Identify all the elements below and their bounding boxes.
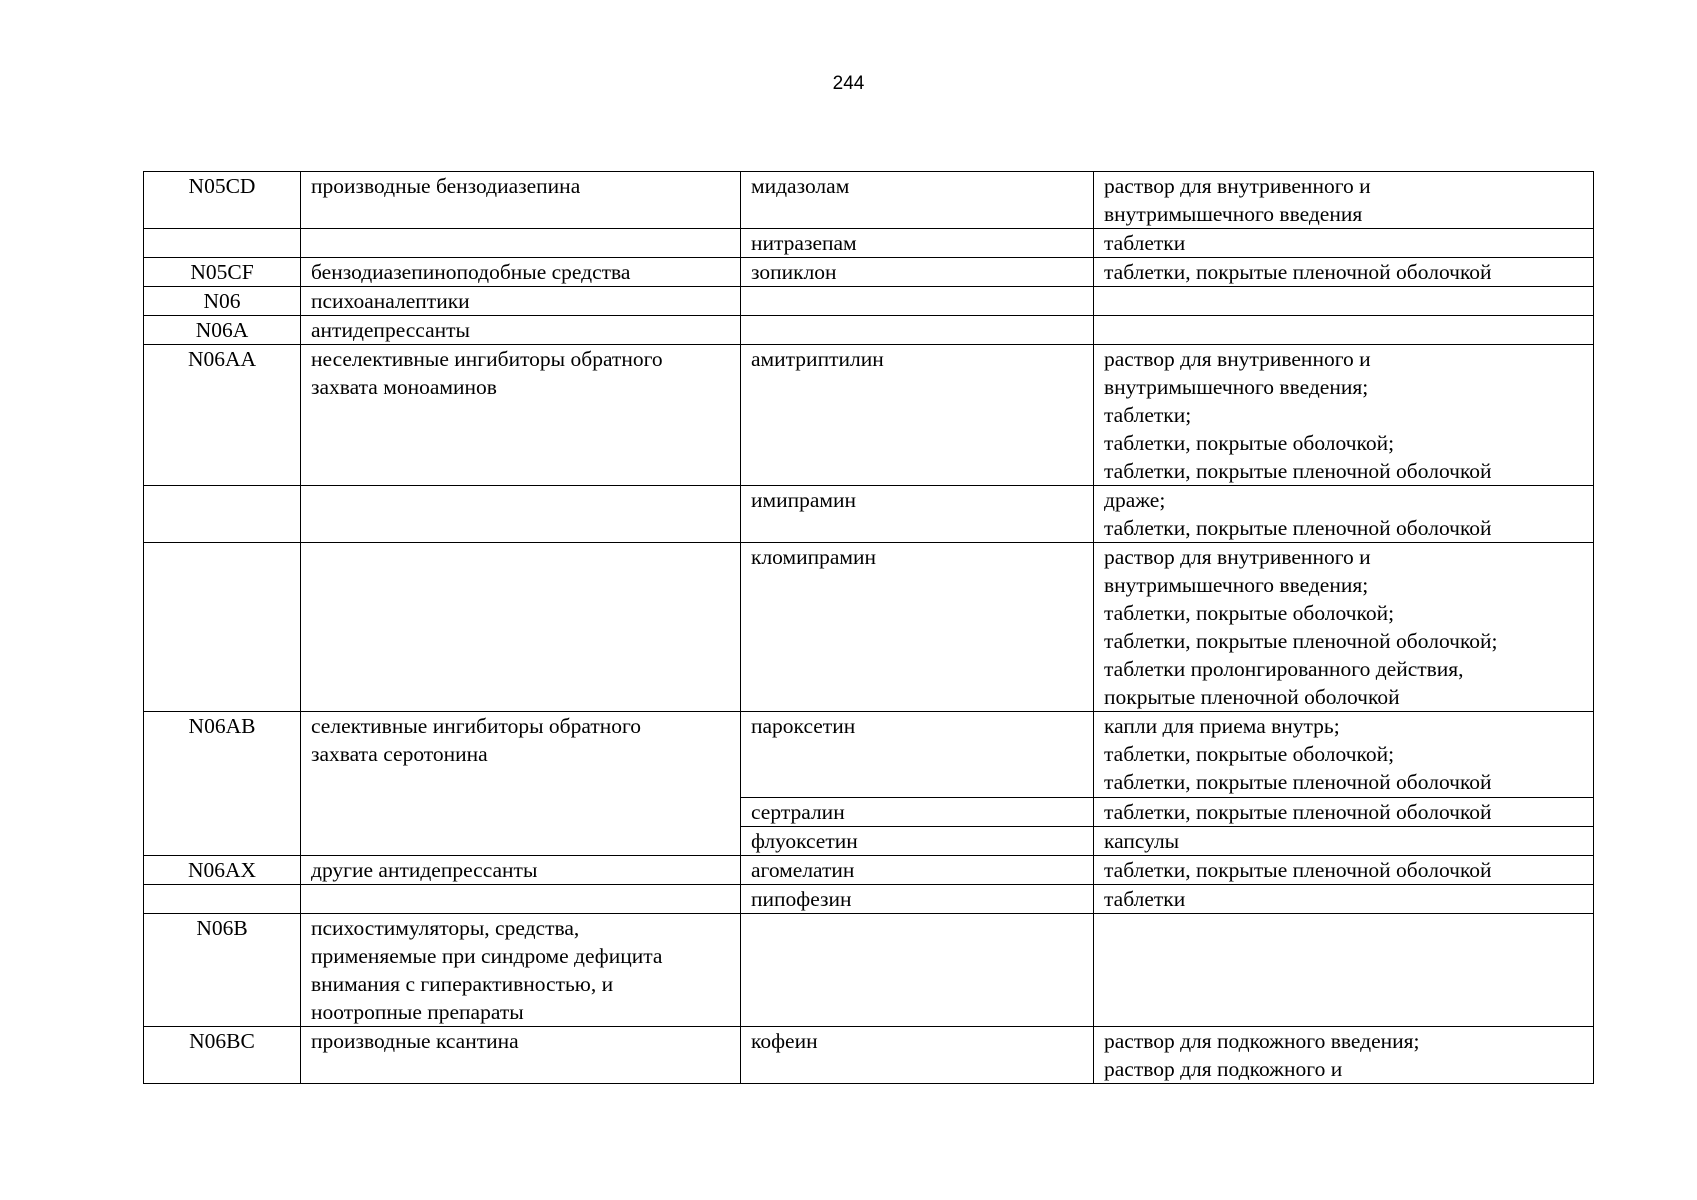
table-row: [144, 914, 1594, 1027]
dosage-form-cell: раствор для подкожного введения; раствор для подкожного и: [1094, 1027, 1594, 1084]
group-cell: [301, 486, 741, 543]
drug-cell: [741, 914, 1094, 1027]
dosage-form-cell: раствор для внутривенного и внутримышечного введения; таблетки, покрытые оболочкой; таблетки, покрытые пленочной оболочкой; таблетки пролонгированного действия, покрытые пленочной оболочкой: [1094, 543, 1594, 712]
group-cell: [301, 229, 741, 258]
table-row: [144, 316, 1594, 345]
drug-cell: нитразепам: [741, 229, 1094, 258]
atc-code-cell: N06B: [144, 914, 301, 1027]
drug-cell: мидазолам: [741, 172, 1094, 229]
drug-cell: имипрамин: [741, 486, 1094, 543]
dosage-form-cell: капли для приема внутрь; таблетки, покрытые оболочкой; таблетки, покрытые пленочной оболочкой: [1094, 712, 1594, 798]
atc-code-cell: [144, 486, 301, 543]
drug-cell: сертралин: [741, 798, 1094, 827]
drug-cell: амитриптилин: [741, 345, 1094, 486]
drug-cell: [741, 287, 1094, 316]
dosage-form-cell: [1094, 914, 1594, 1027]
drug-cell: флуоксетин: [741, 827, 1094, 856]
drug-cell: [741, 316, 1094, 345]
atc-code-cell: N05CD: [144, 172, 301, 229]
table-row: [144, 172, 1594, 229]
drug-table: [143, 171, 1594, 1084]
dosage-form-cell: капсулы: [1094, 827, 1594, 856]
group-cell: антидепрессанты: [301, 316, 741, 345]
group-cell: производные бензодиазепина: [301, 172, 741, 229]
atc-code-cell: N06BC: [144, 1027, 301, 1084]
atc-code-cell: N06AX: [144, 856, 301, 885]
table-row: [144, 1027, 1594, 1084]
dosage-form-cell: таблетки: [1094, 229, 1594, 258]
group-cell: селективные ингибиторы обратного захвата серотонина: [301, 712, 741, 856]
table-row: [144, 345, 1594, 486]
group-cell: другие антидепрессанты: [301, 856, 741, 885]
dosage-form-cell: таблетки, покрытые пленочной оболочкой: [1094, 798, 1594, 827]
atc-code-cell: N05CF: [144, 258, 301, 287]
atc-code-cell: [144, 229, 301, 258]
atc-code-cell: N06A: [144, 316, 301, 345]
group-cell: производные ксантина: [301, 1027, 741, 1084]
drug-cell: агомелатин: [741, 856, 1094, 885]
dosage-form-cell: раствор для внутривенного и внутримышечного введения: [1094, 172, 1594, 229]
group-cell: неселективные ингибиторы обратного захвата моноаминов: [301, 345, 741, 486]
drug-cell: пипофезин: [741, 885, 1094, 914]
table-row: [144, 856, 1594, 885]
dosage-form-cell: драже; таблетки, покрытые пленочной оболочкой: [1094, 486, 1594, 543]
dosage-form-cell: раствор для внутривенного и внутримышечного введения; таблетки; таблетки, покрытые оболочкой; таблетки, покрытые пленочной оболочкой: [1094, 345, 1594, 486]
atc-code-cell: N06: [144, 287, 301, 316]
group-cell: психостимуляторы, средства, применяемые при синдроме дефицита внимания с гиперактивностью, и ноотропные препараты: [301, 914, 741, 1027]
table-row: [144, 258, 1594, 287]
atc-code-cell: N06AB: [144, 712, 301, 856]
table-row: [144, 543, 1594, 712]
atc-code-cell: N06AA: [144, 345, 301, 486]
table-row: [144, 287, 1594, 316]
dosage-form-cell: [1094, 316, 1594, 345]
drug-cell: кофеин: [741, 1027, 1094, 1084]
group-cell: [301, 885, 741, 914]
group-cell: [301, 543, 741, 712]
dosage-form-cell: таблетки, покрытые пленочной оболочкой: [1094, 856, 1594, 885]
dosage-form-cell: таблетки, покрытые пленочной оболочкой: [1094, 258, 1594, 287]
group-cell: психоаналептики: [301, 287, 741, 316]
atc-code-cell: [144, 543, 301, 712]
table-row: [144, 712, 1594, 798]
page-number: 244: [832, 73, 865, 94]
drug-cell: зопиклон: [741, 258, 1094, 287]
table-row: [144, 486, 1594, 543]
table-row: [144, 885, 1594, 914]
dosage-form-cell: таблетки: [1094, 885, 1594, 914]
dosage-form-cell: [1094, 287, 1594, 316]
group-cell: бензодиазепиноподобные средства: [301, 258, 741, 287]
drug-cell: кломипрамин: [741, 543, 1094, 712]
drug-cell: пароксетин: [741, 712, 1094, 798]
atc-code-cell: [144, 885, 301, 914]
table-row: [144, 229, 1594, 258]
